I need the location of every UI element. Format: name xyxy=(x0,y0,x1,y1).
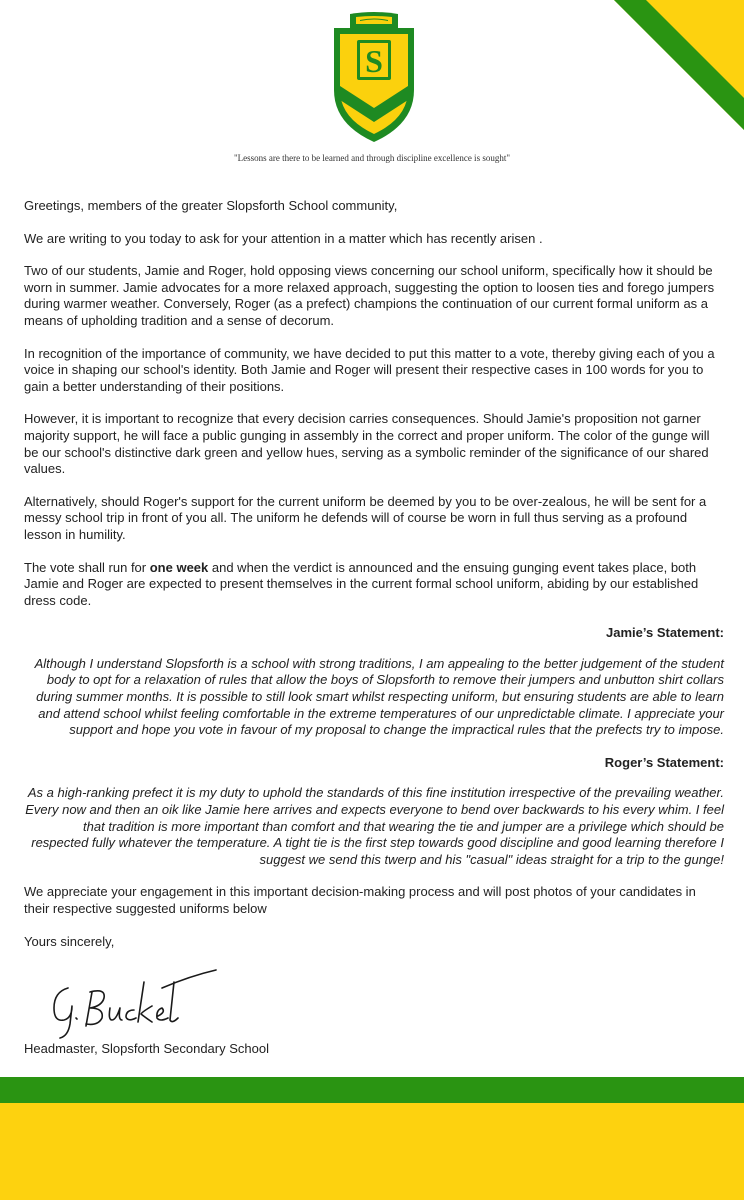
jamie-statement-text: Although I understand Slopsforth is a school with strong traditions, I am appealing to the better judgement of the student body to opt for a relaxation of rules that allow the boys of Slopsforth to remove their jumpers and unbutton shirt collars during summer months. It is possible to still look smart whilst respecting uniform, but ensuring students are able to learn and attend school whilst feeling comfortable in the extreme temperatures of our unpredictable climate. I appreciate your support and hope you vote in favour of my proposal to change the impractical rules that the prefects try to impose. xyxy=(34,655,724,738)
school-motto: "Lessons are there to be learned and through discipline excellence is sought" xyxy=(233,153,510,163)
letter-body xyxy=(24,198,724,966)
closing-paragraph: We appreciate your engagement in this important decision-making process and will post photos of your candidates in their respective suggested uniforms below xyxy=(24,884,696,916)
vote-duration-text-before: The vote shall run for xyxy=(24,559,150,575)
paragraph-intro: We are writing to you today to ask for your attention in a matter which has recently arisen . xyxy=(24,230,543,246)
signature-image xyxy=(40,962,230,1040)
paragraph-consequences: However, it is important to recognize that every decision carries consequences. Should Jamie's proposition not garner majority support, he will face a public gunging in assembly in the correct and proper uniform. The color of the gunge will be our school's distinctive dark green and yellow hues, serving as a symbolic reminder of the significance of our shared values. xyxy=(24,411,710,477)
roger-statement-heading: Roger’s Statement: xyxy=(604,754,724,770)
paragraph-alternative: Alternatively, should Roger's support for the current uniform be deemed by you to be over-zealous, he will be sent for a messy school trip in front of you all. The uniform he defends will of course be worn in full thus serving as a profound lesson in humility. xyxy=(24,493,707,542)
vote-duration-bold: one week xyxy=(149,559,209,575)
signatory-title: Headmaster, Slopsforth Secondary School xyxy=(24,1041,269,1056)
jamie-statement-heading: Jamie’s Statement: xyxy=(605,625,724,641)
corner-ribbon xyxy=(614,0,744,130)
paragraph-background: Two of our students, Jamie and Roger, hold opposing views concerning our school uniform, specifically how it should be worn in summer. Jamie advocates for a more relaxed approach, suggesting the option to loosen ties and forego jumpers during warmer weather. Conversely, Roger (as a prefect) champions the continuation of our current formal uniform as a means of upholding tradition and a sense of decorum. xyxy=(24,263,715,328)
footer-band-yellow xyxy=(0,1103,744,1200)
sign-off: Yours sincerely, xyxy=(24,933,115,949)
school-crest-logo xyxy=(330,12,418,144)
paragraph-vote: In recognition of the importance of community, we have decided to put this matter to a vote, thereby giving each of you a voice in shaping our school's identity. Both Jamie and Roger will present their respective cases in 100 words for you to gain a better understanding of their positions. xyxy=(24,345,715,394)
footer-band-green xyxy=(0,1077,744,1103)
paragraph-vote-duration xyxy=(24,560,724,610)
greeting: Greetings, members of the greater Slopsforth School community, xyxy=(24,198,398,213)
roger-statement-text: As a high-ranking prefect it is my duty to uphold the standards of this fine institution irrespective of the prevailing weather. Every now and then an oik like Jamie here arrives and expects everyone to bend over backwards to his every whim. I feel that tradition is more important than comfort and that wearing the tie and jumper are a privilege which should be respected fully whatever the temperature. A tight tie is the first step towards good discipline and good learning therefore I suggest we send this twerp and his "casual" ideas straight for a trip to the gunge! xyxy=(25,785,724,867)
vote-duration-text-after: and when the verdict is announced and the ensuing gunging event takes place, both Jamie and Roger are expected to present themselves in the current formal school uniform, abiding by our established dress code. xyxy=(24,559,699,608)
crest-letter: S xyxy=(365,43,383,79)
